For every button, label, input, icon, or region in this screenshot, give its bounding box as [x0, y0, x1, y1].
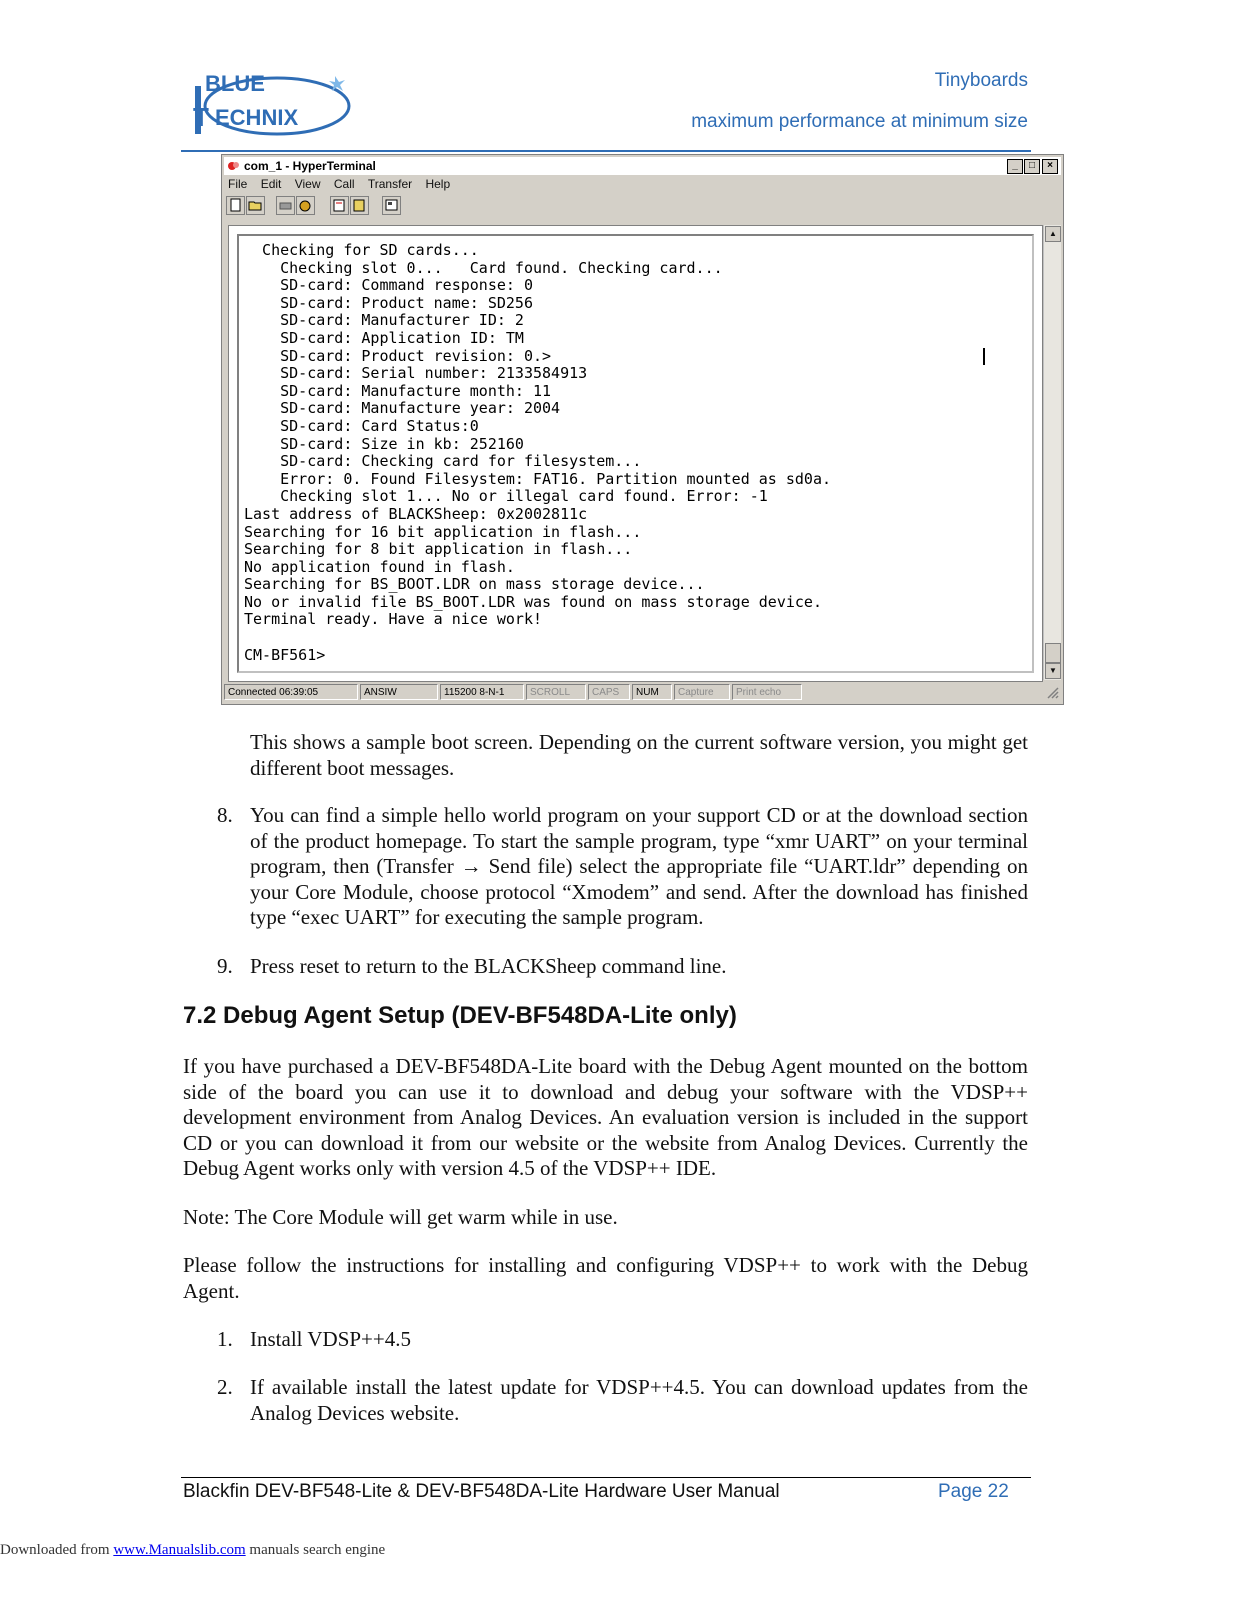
status-print-echo: Print echo [732, 684, 802, 700]
disconnect-icon[interactable] [296, 196, 315, 215]
new-icon[interactable] [226, 196, 245, 215]
download-suffix: manuals search engine [245, 1542, 386, 1558]
step-8-text: You can find a simple hello world program on your support CD or at the download section of the product homepage. To start the sample program, type “xmr UART” on your terminal program, then (Transfer → Send file) select the appropriate file “UART.ldr” depending on your Core Module, choose protocol “Xmodem” and send. After the download has finished type “exec UART” for executing the sample program. [250, 803, 1028, 929]
status-caps: CAPS [588, 684, 630, 700]
logo-text-top: BLUE [205, 71, 265, 96]
scroll-thumb[interactable] [1045, 643, 1061, 663]
minimize-button[interactable]: _ [1007, 159, 1023, 174]
bluetechnix-logo [185, 68, 355, 143]
download-notice [0, 1542, 385, 1559]
hyperterminal-app-icon [227, 159, 241, 173]
status-capture: Capture [674, 684, 730, 700]
step-9-number: 9. [217, 954, 233, 978]
menu-transfer[interactable]: Transfer [367, 177, 413, 191]
debug-agent-paragraph: If you have purchased a DEV-BF548DA-Lite board with the Debug Agent mounted on the bottom side of the board you can use it to download and debug your software with the VDSP++ development environment from Analog Devices. An evaluation version is included in the support CD or you can download it from our website or the website from Analog Devices. Currently the Debug Agent works only with version 4.5 of the VDSP++ IDE. [183, 1054, 1028, 1180]
send-icon[interactable] [330, 196, 349, 215]
instructions-paragraph: Please follow the instructions for installing and configuring VDSP++ to work with the Debug Agent. [183, 1253, 1028, 1303]
footer-page-number: Page 22 [938, 1481, 1009, 1502]
menu-call[interactable]: Call [333, 177, 355, 191]
scroll-up-icon[interactable]: ▲ [1045, 226, 1061, 242]
receive-icon[interactable] [350, 196, 369, 215]
status-num: NUM [632, 684, 672, 700]
open-icon[interactable] [246, 196, 265, 215]
status-emulation: ANSIW [360, 684, 438, 700]
status-connected: Connected 06:39:05 [224, 684, 358, 700]
status-bar [224, 683, 1061, 701]
window-titlebar[interactable] [224, 157, 1061, 175]
scroll-down-icon[interactable]: ▼ [1045, 663, 1061, 679]
footer-manual-title: Blackfin DEV-BF548-Lite & DEV-BF548DA-Lite Hardware User Manual [183, 1481, 780, 1502]
logo-text-initial: T [193, 102, 209, 132]
list-item-1-number: 1. [217, 1327, 233, 1351]
menu-view[interactable]: View [294, 177, 321, 191]
section-heading: 7.2 Debug Agent Setup (DEV-BF548DA-Lite only) [183, 1002, 737, 1029]
menu-file[interactable]: File [228, 177, 248, 191]
terminal-area[interactable] [228, 225, 1043, 682]
list-item-2-text: If available install the latest update for VDSP++4.5. You can download updates from the Analog Devices website. [250, 1375, 1028, 1425]
list-item-1-text: Install VDSP++4.5 [250, 1327, 411, 1351]
maximize-button[interactable]: □ [1024, 159, 1040, 174]
logo-text-bottom: ECHNIX [215, 105, 299, 130]
note-paragraph: Note: The Core Module will get warm while in use. [183, 1205, 618, 1229]
resize-grip-icon[interactable] [1045, 685, 1059, 699]
step-8-number: 8. [217, 803, 233, 827]
window-title: com_1 - HyperTerminal [244, 159, 376, 173]
header-title: Tinyboards [934, 70, 1028, 91]
properties-icon[interactable] [382, 196, 401, 215]
step-9-text: Press reset to return to the BLACKSheep command line. [250, 954, 727, 978]
status-settings: 115200 8-N-1 [440, 684, 524, 700]
text-cursor [983, 348, 985, 365]
menu-bar [228, 177, 460, 195]
connect-icon[interactable] [276, 196, 295, 215]
header-subtitle: maximum performance at minimum size [691, 111, 1028, 132]
hyperterminal-window [221, 154, 1064, 705]
list-item-2-number: 2. [217, 1375, 233, 1399]
terminal-output: Checking for SD cards... Checking slot 0... Card found. Checking card... SD-card: Command response: 0 SD-card: Product name: SD256 SD-card: Manufacturer ID: 2 SD-card: Application ID: TM SD-card: Product revision: 0.> SD-card: Serial number: 2133584913 SD-card: Manufacture month: 11 SD-card: Manufacture year: 2004 SD-card: Card Status:0 SD-card: Size in kb: 252160 SD-card: Checking card for filesystem... Error: 0. Found Filesystem: FAT16. Partition mounted as sd0a. Checking slot 1... No or illegal card found. Error: -1 Last address of BLACKSheep: 0x2002811c Searching for 16 bit application in flash... Searching for 8 bit application in flash... No application found in flash. Searching for BS_BOOT.LDR on mass storage device... No or invalid file BS_BOOT.LDR was found on mass storage device. Terminal ready. Have a nice work! CM-BF561> [244, 241, 831, 664]
footer-divider [181, 1477, 1031, 1478]
screenshot-caption: This shows a sample boot screen. Depending on the current software version, you might get different boot messages. [250, 730, 1028, 780]
vertical-scrollbar[interactable] [1043, 225, 1061, 680]
download-prefix: Downloaded from [0, 1542, 114, 1558]
menu-edit[interactable]: Edit [260, 177, 282, 191]
menu-help[interactable]: Help [425, 177, 451, 191]
header-divider [181, 150, 1031, 152]
status-scroll: SCROLL [526, 684, 586, 700]
manualslib-link[interactable]: www.Manualslib.com [113, 1542, 246, 1558]
close-button[interactable]: × [1042, 159, 1058, 174]
